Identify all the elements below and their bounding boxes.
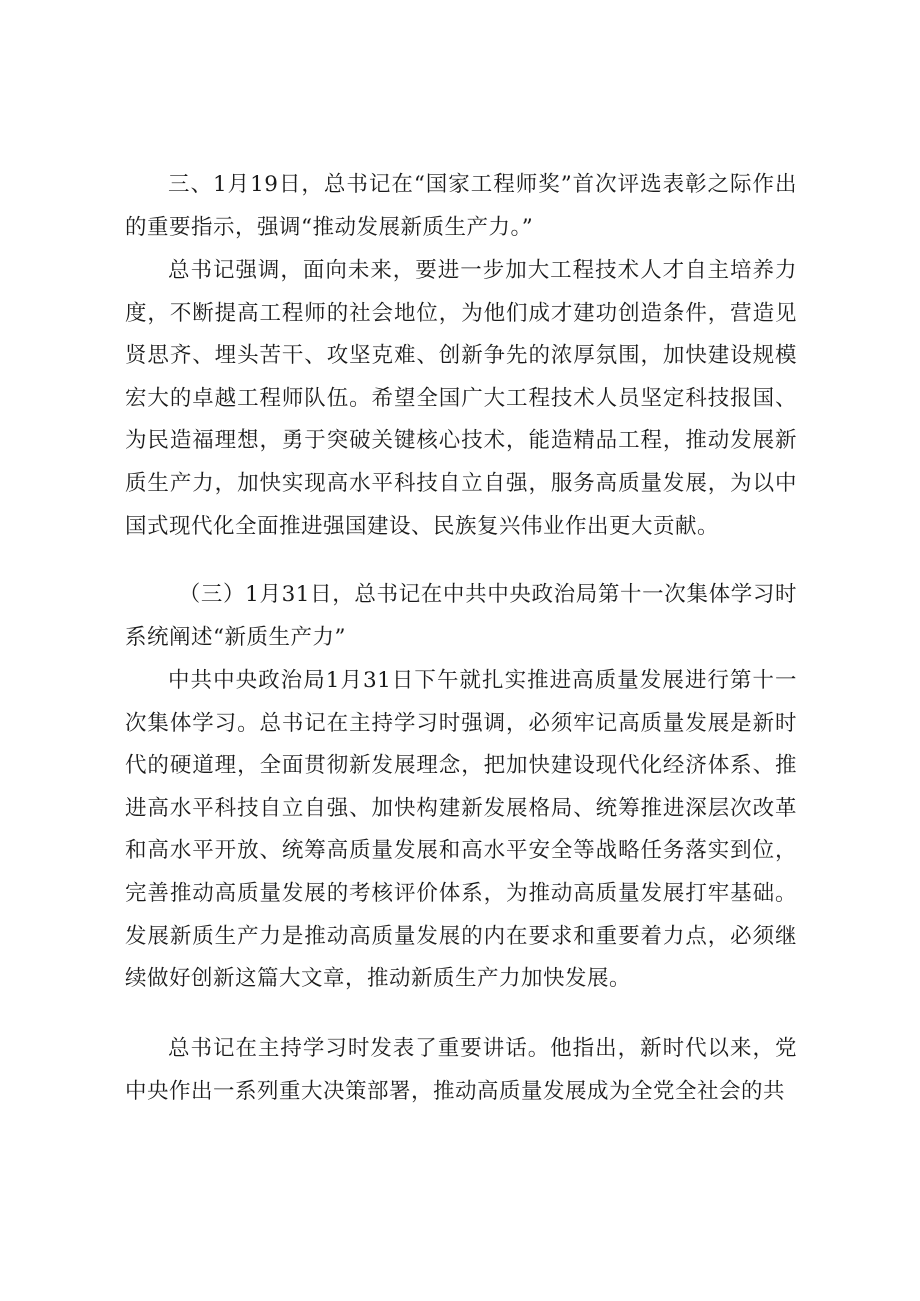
paragraph-section-three-heading: 三、1月19日，总书记在“国家工程师奖”首次评选表彰之际作出的重要指示，强调“推动发展新质生产力。”: [125, 172, 797, 240]
paragraph-subsection-heading: （三）1月31日，总书记在中共中央政治局第十一次集体学习时系统阐述“新质生产力”: [125, 582, 797, 650]
paragraph-engineer-talent: 总书记强调，面向未来，要进一步加大工程技术人才自主培养力度，不断提高工程师的社会地位，为他们成才建功创造条件，营造见贤思齐、埋头苦干、攻坚克难、创新争先的浓厚氛围，加快建设规模宏大的卓越工程师队伍。希望全国广大工程技术人员坚定科技报国、为民造福理想，勇于突破关键核心技术，能造精品工程，推动发展新质生产力，加快实现高水平科技自立自强，服务高质量发展，为以中国式现代化全面推进强国建设、民族复兴伟业作出更大贡献。: [125, 258, 797, 539]
paragraph-politburo-study: 中共中央政治局1月31日下午就扎实推进高质量发展进行第十一次集体学习。总书记在主持学习时强调，必须牢记高质量发展是新时代的硬道理，全面贯彻新发展理念，把加快建设现代化经济体系、推进高水平科技自立自强、加快构建新发展格局、统筹推进深层次改革和高水平开放、统筹高质量发展和高水平安全等战略任务落实到位，完善推动高质量发展的考核评价体系，为推动高质量发展打牢基础。发展新质生产力是推动高质量发展的内在要求和重要着力点，必须继续做好创新这篇大文章，推动新质生产力加快发展。: [125, 668, 797, 992]
paragraph-important-speech: 总书记在主持学习时发表了重要讲话。他指出，新时代以来，党中央作出一系列重大决策部署，推动高质量发展成为全党全社会的共: [125, 1036, 797, 1104]
